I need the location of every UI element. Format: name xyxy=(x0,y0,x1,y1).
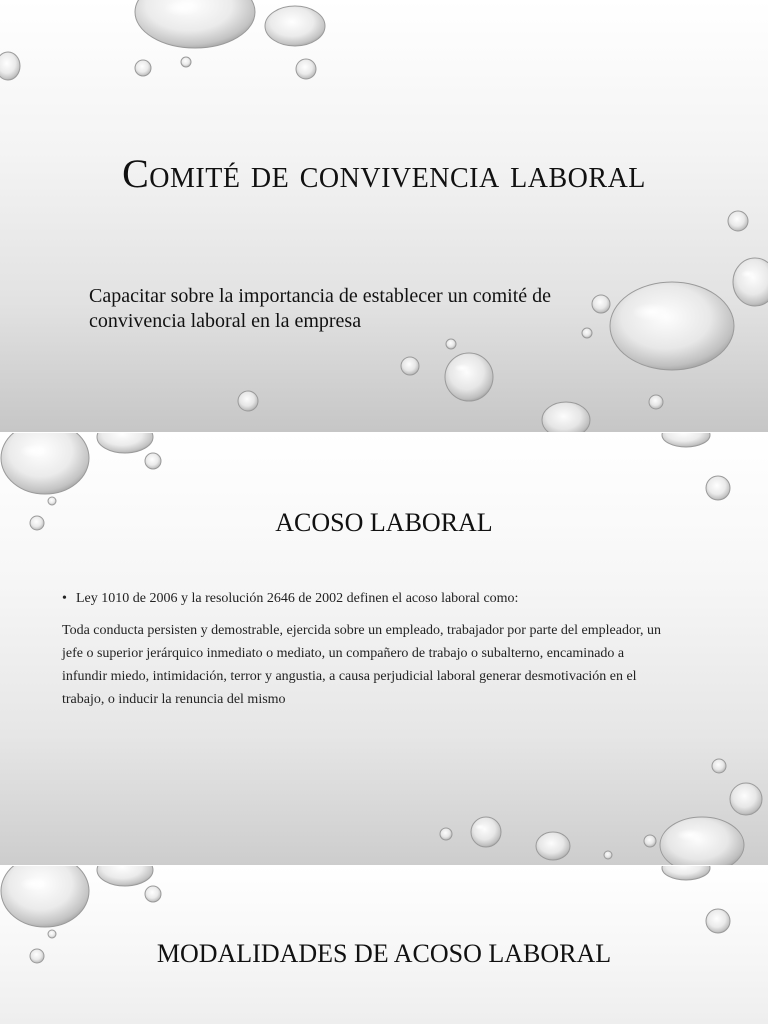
slide-acoso-laboral xyxy=(0,433,768,865)
bullet-marker: • xyxy=(62,591,67,606)
slide-2-bullet-text: Ley 1010 de 2006 y la resolución 2646 de 2002 definen el acoso laboral como: xyxy=(76,591,519,606)
slide-2-bullet xyxy=(62,589,682,609)
slide-2-body: Toda conducta persisten y demostrable, ejercida sobre un empleado, trabajador por parte del empleador, un jefe o superior jerárquico inmediato o mediato, un compañero de trabajo o subalterno, encaminado a infundir miedo, intimidación, terror y angustia, a causa perjudicial laboral generar desmotivación en el trabajo, o inducir la renuncia del mismo xyxy=(62,623,662,707)
slide-modalidades xyxy=(0,866,768,1024)
slide-1-title: Comité de convivencia laboral xyxy=(122,151,646,196)
slide-title xyxy=(0,0,768,432)
water-droplets-decoration xyxy=(0,0,768,432)
slide-3-title: MODALIDADES DE ACOSO LABORAL xyxy=(156,939,612,968)
slide-1-subtitle: Capacitar sobre la importancia de establecer un comité de convivencia laboral en la empresa xyxy=(89,285,552,332)
slide-2-title: ACOSO LABORAL xyxy=(275,508,493,537)
